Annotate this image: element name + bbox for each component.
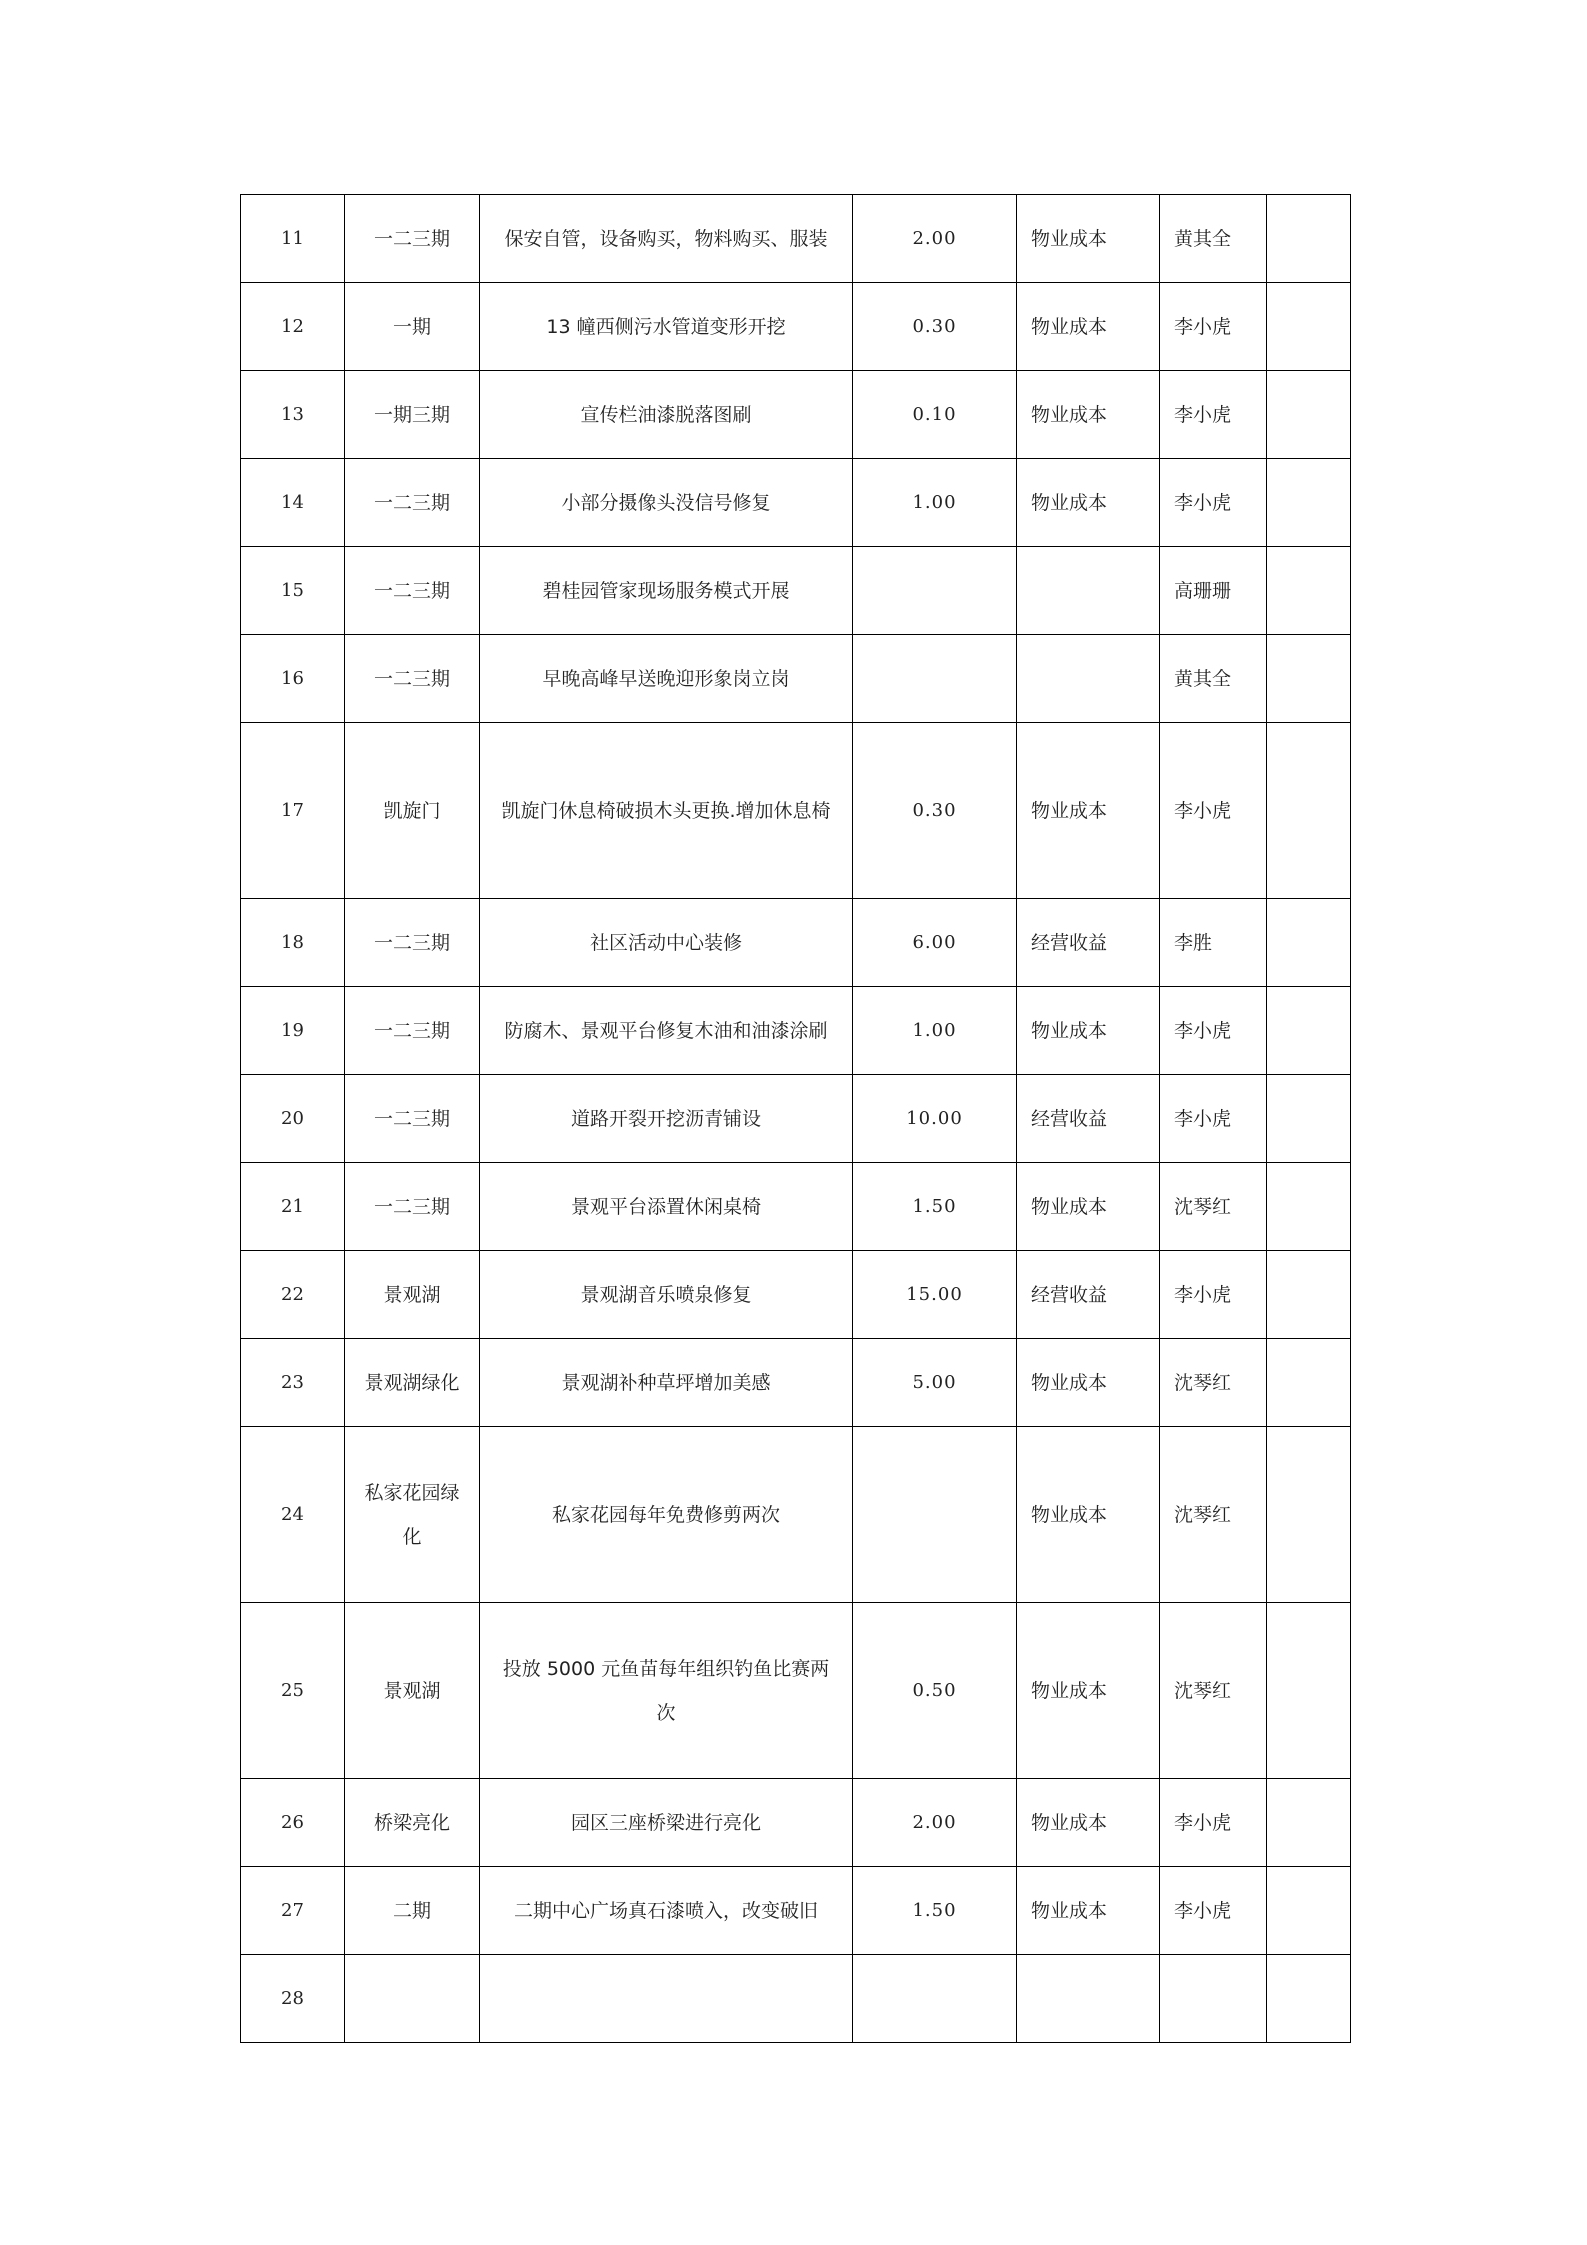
table-row <box>241 1779 1351 1867</box>
note-cell <box>1267 987 1351 1075</box>
owner-cell: 李小虎 <box>1160 1251 1267 1339</box>
amount-cell: 10.00 <box>853 1075 1017 1163</box>
amount-cell <box>853 635 1017 723</box>
table-row <box>241 1867 1351 1955</box>
area-cell: 景观湖绿化 <box>345 1339 480 1427</box>
amount-cell: 0.10 <box>853 371 1017 459</box>
owner-cell: 李小虎 <box>1160 283 1267 371</box>
project-cell: 宣传栏油漆脱落图刷 <box>480 371 853 459</box>
funding-source-cell <box>1017 547 1160 635</box>
amount-cell: 5.00 <box>853 1339 1017 1427</box>
note-cell <box>1267 1867 1351 1955</box>
funding-source-cell: 经营收益 <box>1017 1251 1160 1339</box>
project-cell <box>480 1603 853 1779</box>
owner-cell: 沈琴红 <box>1160 1339 1267 1427</box>
owner-cell: 李小虎 <box>1160 1779 1267 1867</box>
project-cell: 景观平台添置休闲桌椅 <box>480 1163 853 1251</box>
project-cell <box>480 1955 853 2043</box>
owner-cell: 沈琴红 <box>1160 1603 1267 1779</box>
amount-cell: 1.50 <box>853 1163 1017 1251</box>
table-row <box>241 1339 1351 1427</box>
project-cell: 13 幢西侧污水管道变形开挖 <box>480 283 853 371</box>
funding-source-cell: 物业成本 <box>1017 987 1160 1075</box>
note-cell <box>1267 1603 1351 1779</box>
project-cell: 园区三座桥梁进行亮化 <box>480 1779 853 1867</box>
row-number: 26 <box>241 1779 345 1867</box>
project-cell: 二期中心广场真石漆喷入，改变破旧 <box>480 1867 853 1955</box>
funding-source-cell: 物业成本 <box>1017 283 1160 371</box>
note-cell <box>1267 1163 1351 1251</box>
area-cell: 一二三期 <box>345 459 480 547</box>
funding-source-cell: 物业成本 <box>1017 1867 1160 1955</box>
funding-source-cell: 物业成本 <box>1017 371 1160 459</box>
owner-cell: 李小虎 <box>1160 1075 1267 1163</box>
row-number: 27 <box>241 1867 345 1955</box>
amount-cell: 1.00 <box>853 987 1017 1075</box>
amount-cell: 0.30 <box>853 723 1017 899</box>
table-row <box>241 371 1351 459</box>
table-row <box>241 635 1351 723</box>
amount-cell: 6.00 <box>853 899 1017 987</box>
row-number: 28 <box>241 1955 345 2043</box>
table-row <box>241 1427 1351 1603</box>
note-cell <box>1267 195 1351 283</box>
owner-cell: 李小虎 <box>1160 459 1267 547</box>
note-cell <box>1267 1955 1351 2043</box>
project-cell: 保安自管，设备购买，物料购买、服装 <box>480 195 853 283</box>
owner-cell: 李胜 <box>1160 899 1267 987</box>
amount-cell: 1.00 <box>853 459 1017 547</box>
owner-cell: 李小虎 <box>1160 987 1267 1075</box>
area-cell: 一二三期 <box>345 547 480 635</box>
funding-source-cell: 物业成本 <box>1017 723 1160 899</box>
area-cell: 桥梁亮化 <box>345 1779 480 1867</box>
row-number: 24 <box>241 1427 345 1603</box>
note-cell <box>1267 635 1351 723</box>
note-cell <box>1267 723 1351 899</box>
area-cell: 一二三期 <box>345 195 480 283</box>
funding-source-cell: 物业成本 <box>1017 1779 1160 1867</box>
amount-cell: 0.30 <box>853 283 1017 371</box>
row-number: 14 <box>241 459 345 547</box>
funding-source-cell: 物业成本 <box>1017 195 1160 283</box>
row-number: 13 <box>241 371 345 459</box>
funding-source-cell: 物业成本 <box>1017 1603 1160 1779</box>
table-row <box>241 899 1351 987</box>
owner-cell: 沈琴红 <box>1160 1427 1267 1603</box>
table-row <box>241 987 1351 1075</box>
amount-cell: 1.50 <box>853 1867 1017 1955</box>
area-cell: 一期三期 <box>345 371 480 459</box>
note-cell <box>1267 283 1351 371</box>
project-cell: 景观湖音乐喷泉修复 <box>480 1251 853 1339</box>
funding-source-cell <box>1017 635 1160 723</box>
note-cell <box>1267 1339 1351 1427</box>
funding-source-cell: 物业成本 <box>1017 1339 1160 1427</box>
project-cell: 小部分摄像头没信号修复 <box>480 459 853 547</box>
note-cell <box>1267 1251 1351 1339</box>
note-cell <box>1267 1427 1351 1603</box>
area-cell: 二期 <box>345 1867 480 1955</box>
note-cell <box>1267 547 1351 635</box>
table-row <box>241 459 1351 547</box>
area-cell: 一期 <box>345 283 480 371</box>
row-number: 23 <box>241 1339 345 1427</box>
project-text: 投放 5000 元鱼苗每年组织钓鱼比赛两次 <box>502 1657 830 1724</box>
row-number: 20 <box>241 1075 345 1163</box>
amount-cell: 2.00 <box>853 195 1017 283</box>
amount-cell <box>853 547 1017 635</box>
area-cell: 一二三期 <box>345 635 480 723</box>
owner-cell: 黄其全 <box>1160 635 1267 723</box>
owner-cell: 李小虎 <box>1160 1867 1267 1955</box>
amount-cell: 15.00 <box>853 1251 1017 1339</box>
project-cell <box>480 723 853 899</box>
amount-cell: 2.00 <box>853 1779 1017 1867</box>
note-cell <box>1267 371 1351 459</box>
row-number: 25 <box>241 1603 345 1779</box>
table-row <box>241 1075 1351 1163</box>
note-cell <box>1267 1075 1351 1163</box>
funding-source-cell: 物业成本 <box>1017 459 1160 547</box>
area-cell: 景观湖 <box>345 1603 480 1779</box>
project-cell: 碧桂园管家现场服务模式开展 <box>480 547 853 635</box>
table-row <box>241 1955 1351 2043</box>
project-cell: 早晚高峰早送晚迎形象岗立岗 <box>480 635 853 723</box>
project-cell: 防腐木、景观平台修复木油和油漆涂刷 <box>480 987 853 1075</box>
area-cell: 一二三期 <box>345 1163 480 1251</box>
table-row <box>241 283 1351 371</box>
row-number: 17 <box>241 723 345 899</box>
project-cell: 私家花园每年免费修剪两次 <box>480 1427 853 1603</box>
amount-cell <box>853 1955 1017 2043</box>
row-number: 18 <box>241 899 345 987</box>
project-cell: 社区活动中心装修 <box>480 899 853 987</box>
row-number: 21 <box>241 1163 345 1251</box>
area-text: 私家花园绿化 <box>364 1481 460 1548</box>
funding-source-cell: 经营收益 <box>1017 899 1160 987</box>
row-number: 12 <box>241 283 345 371</box>
owner-cell <box>1160 1955 1267 2043</box>
owner-cell: 李小虎 <box>1160 371 1267 459</box>
area-cell: 景观湖 <box>345 1251 480 1339</box>
project-text: 凯旋门休息椅破损木头更换.增加休息椅 <box>501 799 831 822</box>
table-row <box>241 1163 1351 1251</box>
work-plan-table <box>240 194 1351 2043</box>
note-cell <box>1267 899 1351 987</box>
table-row <box>241 723 1351 899</box>
funding-source-cell <box>1017 1955 1160 2043</box>
table-row <box>241 1251 1351 1339</box>
area-cell: 一二三期 <box>345 1075 480 1163</box>
owner-cell: 黄其全 <box>1160 195 1267 283</box>
owner-cell: 李小虎 <box>1160 723 1267 899</box>
project-cell: 景观湖补种草坪增加美感 <box>480 1339 853 1427</box>
row-number: 22 <box>241 1251 345 1339</box>
table-row <box>241 195 1351 283</box>
row-number: 16 <box>241 635 345 723</box>
area-cell: 凯旋门 <box>345 723 480 899</box>
project-cell: 道路开裂开挖沥青铺设 <box>480 1075 853 1163</box>
area-cell <box>345 1955 480 2043</box>
row-number: 11 <box>241 195 345 283</box>
table-row <box>241 547 1351 635</box>
note-cell <box>1267 1779 1351 1867</box>
area-cell: 一二三期 <box>345 987 480 1075</box>
area-cell: 一二三期 <box>345 899 480 987</box>
table-row <box>241 1603 1351 1779</box>
funding-source-cell: 物业成本 <box>1017 1427 1160 1603</box>
amount-cell: 0.50 <box>853 1603 1017 1779</box>
owner-cell: 沈琴红 <box>1160 1163 1267 1251</box>
amount-cell <box>853 1427 1017 1603</box>
row-number: 19 <box>241 987 345 1075</box>
area-cell <box>345 1427 480 1603</box>
funding-source-cell: 物业成本 <box>1017 1163 1160 1251</box>
row-number: 15 <box>241 547 345 635</box>
note-cell <box>1267 459 1351 547</box>
owner-cell: 高珊珊 <box>1160 547 1267 635</box>
funding-source-cell: 经营收益 <box>1017 1075 1160 1163</box>
